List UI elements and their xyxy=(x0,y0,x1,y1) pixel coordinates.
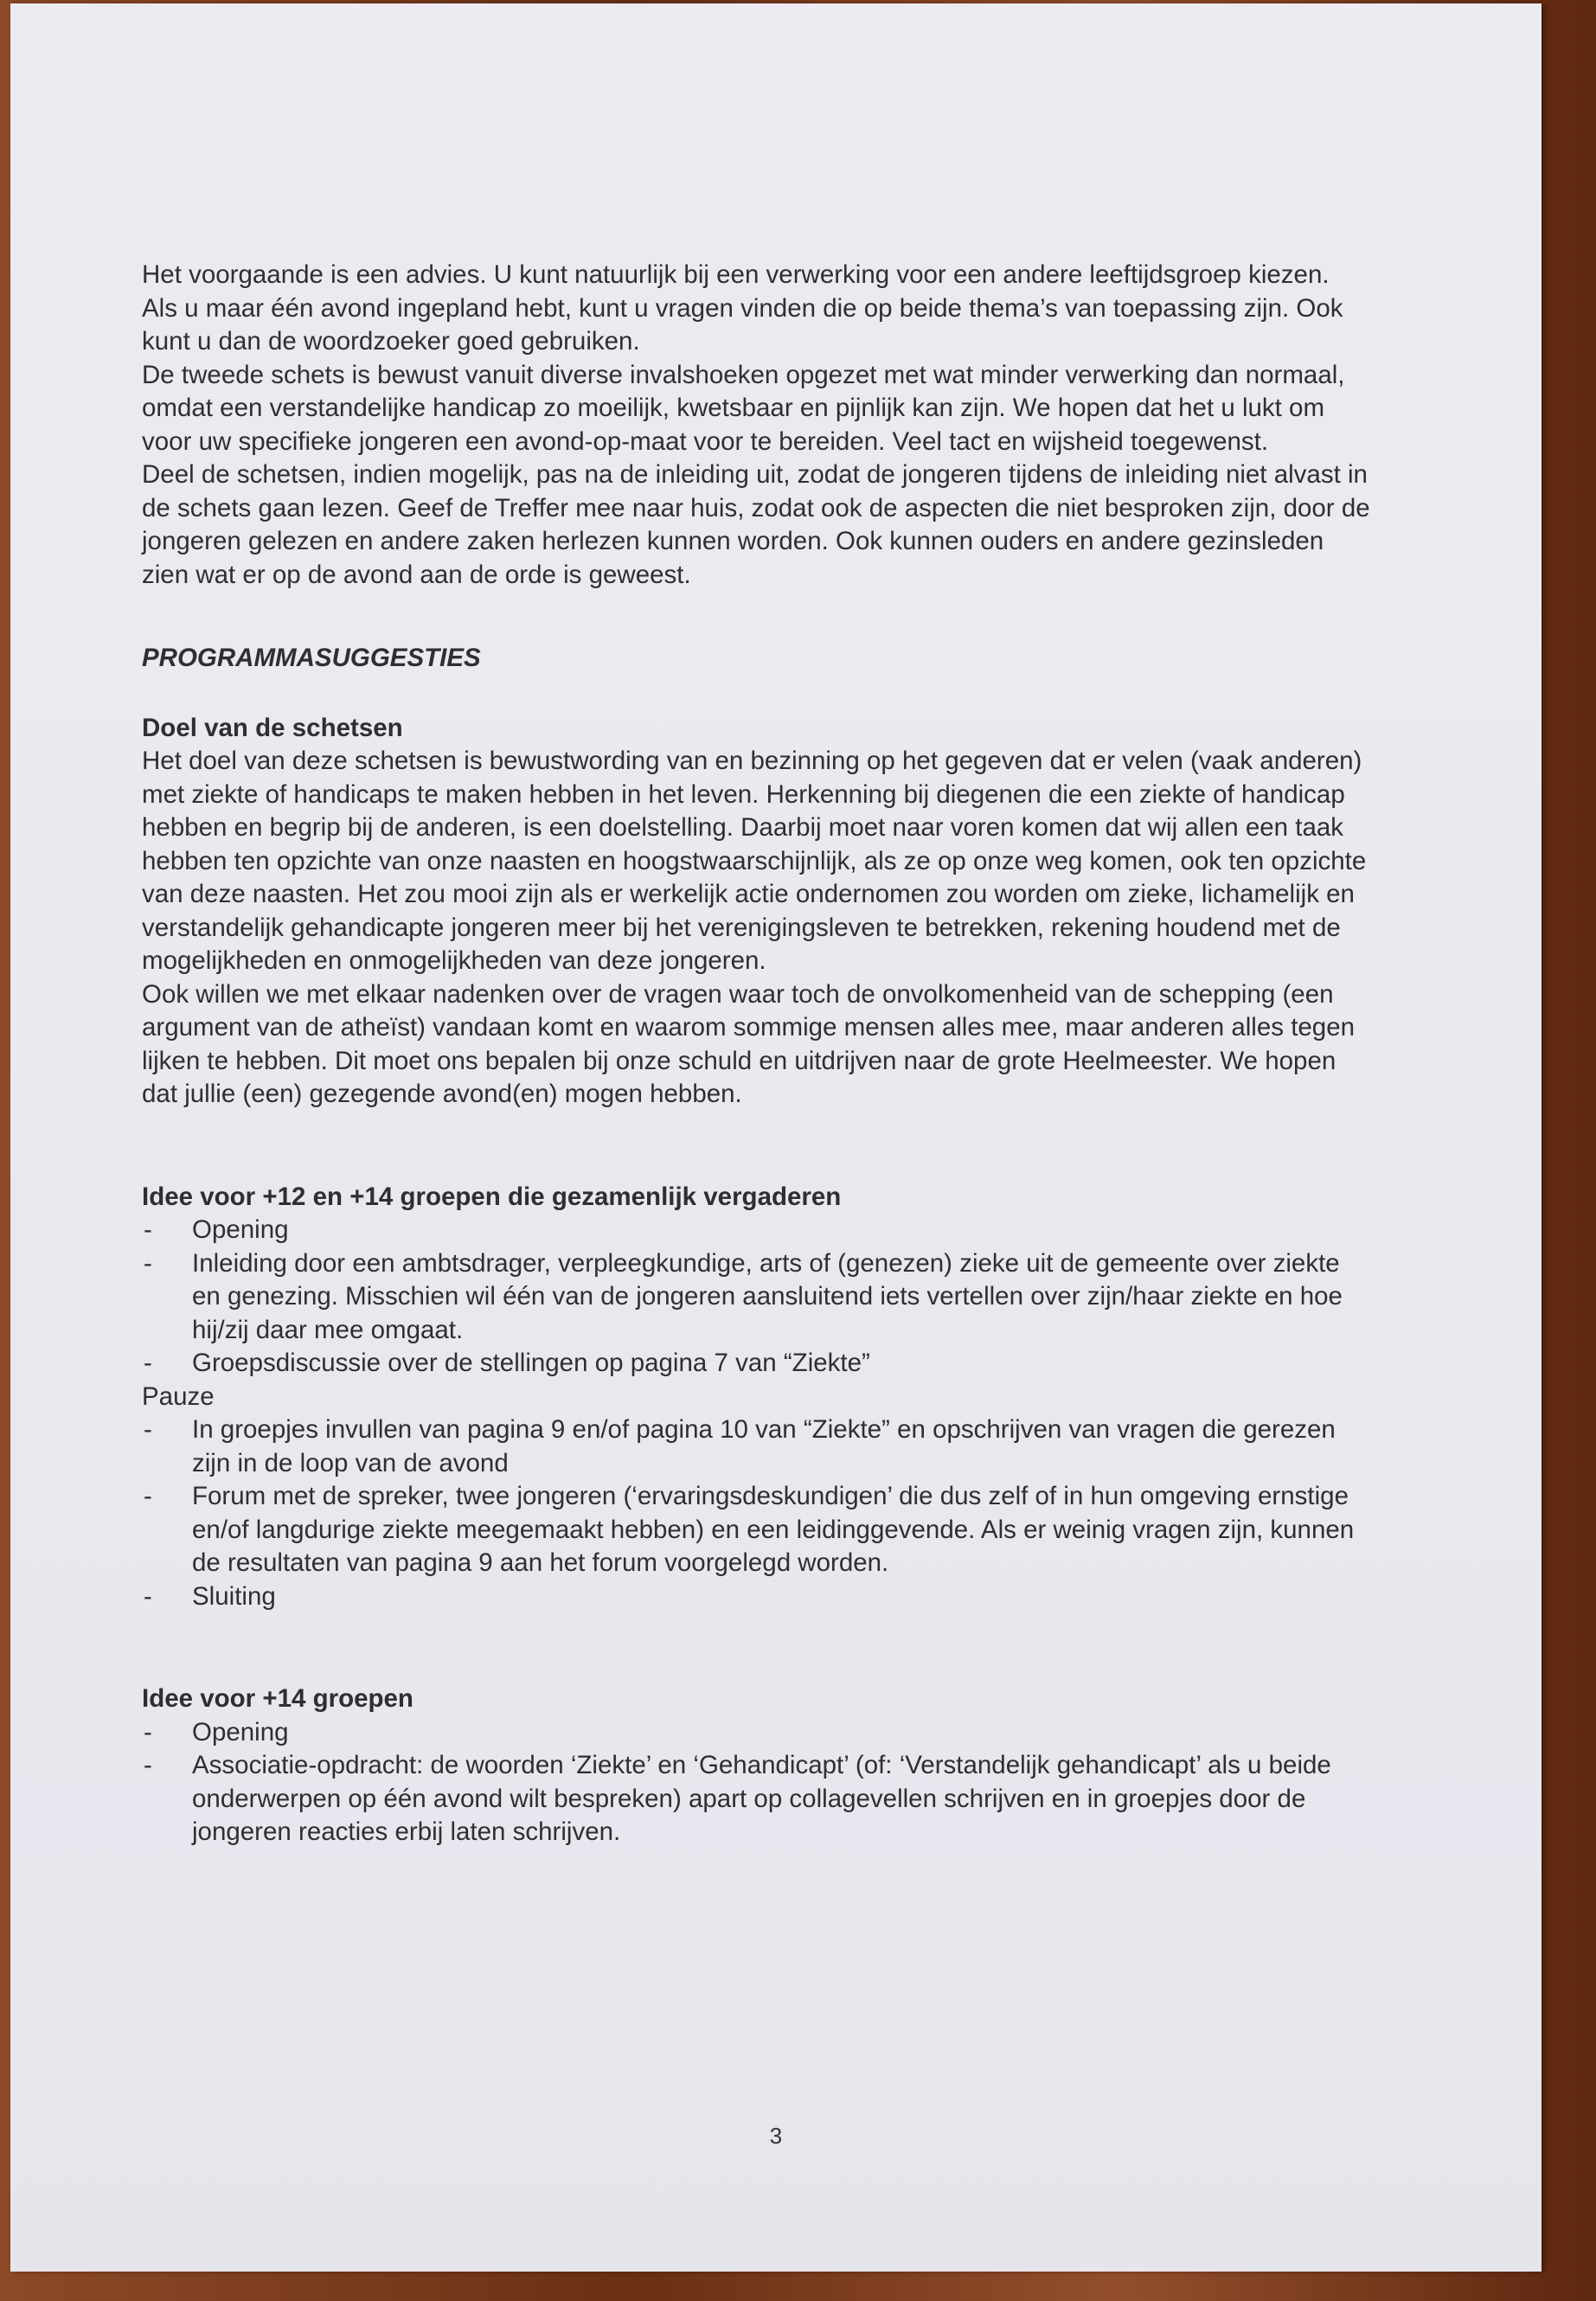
idee-14-section xyxy=(142,1682,1370,1849)
idee-12-14-heading: Idee voor +12 en +14 groepen die gezamenlijk vergaderen xyxy=(142,1182,842,1211)
list-item-text: Opening xyxy=(192,1215,289,1244)
list-item-text: Forum met de spreker, twee jongeren (‘ervaringsdeskundigen’ die dus zelf of in hun omgeving ernstige en/of langdurige ziekte meegemaakt hebben) en een leidinggevende. Als er weinig vragen zijn, kunnen de resultaten van pagina 9 aan het forum voorgelegd worden. xyxy=(192,1482,1355,1577)
list-item xyxy=(142,1580,1370,1614)
page-content xyxy=(142,259,1370,1849)
doel-heading: Doel van de schetsen xyxy=(142,713,403,742)
pauze-label: Pauze xyxy=(142,1381,215,1411)
list-item-text: Sluiting xyxy=(192,1581,276,1611)
intro-paragraph-1: Het voorgaande is een advies. U kunt natuurlijk bij een verwerking voor een andere leeftijdsgroep kiezen. Als u maar één avond ingepland hebt, kunt u vragen vinden die op beide thema’s van toepassing zijn. Ook kunt u dan de woordzoeker goed gebruiken. xyxy=(142,260,1343,356)
dash-marker: - xyxy=(144,1415,152,1444)
list-item-text: In groepjes invullen van pagina 9 en/of pagina 10 van “Ziekte” en opschrijven van vragen die gerezen zijn in de loop van de avond xyxy=(192,1415,1336,1477)
dash-marker: - xyxy=(144,1349,152,1377)
dash-marker: - xyxy=(144,1482,152,1510)
idee-12-14-list-after xyxy=(142,1413,1370,1613)
list-item-text: Opening xyxy=(192,1717,289,1747)
list-item xyxy=(142,1347,1370,1381)
dash-marker: - xyxy=(144,1751,152,1779)
list-item-text: Groepsdiscussie over de stellingen op pagina 7 van “Ziekte” xyxy=(192,1349,870,1377)
section-title: PROGRAMMASUGGESTIES xyxy=(142,644,481,672)
intro-paragraph-2: De tweede schets is bewust vanuit diverse invalshoeken opgezet met wat minder verwerking dan normaal, omdat een verstandelijke handicap zo moeilijk, kwetsbaar en pijnlijk kan zijn. We hopen dat het u lukt om voor uw specifieke jongeren een avond-op-maat voor te bereiden. Veel tact en wijsheid toegewenst. xyxy=(142,360,1345,456)
list-item xyxy=(142,1413,1370,1480)
doel-section xyxy=(142,712,1370,1112)
list-item xyxy=(142,1716,1370,1750)
dash-marker: - xyxy=(144,1248,152,1278)
doel-paragraph-2: Ook willen we met elkaar nadenken over de vragen waar toch de onvolkomenheid van de schepping (een argument van de atheïst) vandaan komt en waarom sommige mensen alles mee, maar anderen alles tegen lijken te hebben. Dit moet ons bepalen bij onze schuld en uitdrijven naar de grote Heelmeester. We hopen dat jullie (een) gezegende avond(en) mogen hebben. xyxy=(142,979,1356,1108)
list-item xyxy=(142,1247,1370,1348)
dash-marker: - xyxy=(144,1581,152,1611)
intro-paragraph-3: Deel de schetsen, indien mogelijk, pas na de inleiding uit, zodat de jongeren tijdens de inleiding niet alvast in de schets gaan lezen. Geef de Treffer mee naar huis, zodat ook de aspecten die niet besproken zijn, door de jongeren gelezen en andere zaken herlezen kunnen worden. Ook kunnen ouders en andere gezinsleden zien wat er op de avond aan de orde is geweest. xyxy=(142,460,1370,589)
list-item xyxy=(142,1480,1370,1580)
idee-14-list xyxy=(142,1716,1370,1849)
page-number: 3 xyxy=(769,2123,783,2149)
list-item xyxy=(142,1214,1370,1247)
idee-12-14-list-before xyxy=(142,1214,1370,1381)
list-item xyxy=(142,1749,1370,1849)
list-item-text: Associatie-opdracht: de woorden ‘Ziekte’ en ‘Gehandicapt’ (of: ‘Verstandelijk gehandicapt’ als u beide onderwerpen op één avond wilt bespreken) apart op collagevellen schrijven en in groepjes door de jongeren reacties erbij laten schrijven. xyxy=(192,1751,1331,1846)
list-item-text: Inleiding door een ambtsdrager, verpleegkundige, arts of (genezen) zieke uit de gemeente over ziekte en genezing. Misschien wil één van de jongeren aansluitend iets vertellen over zijn/haar ziekte en hoe hij/zij daar mee omgaat. xyxy=(192,1248,1343,1344)
dash-marker: - xyxy=(144,1215,152,1244)
idee-12-14-section xyxy=(142,1181,1370,1614)
dash-marker: - xyxy=(144,1717,152,1747)
doel-paragraph-1: Het doel van deze schetsen is bewustwording van en bezinning op het gegeven dat er velen (vaak anderen) met ziekte of handicaps te maken hebben in het leven. Herkenning bij diegenen die een ziekte of handicap hebben en begrip bij de anderen, is een doelstelling. Daarbij moet naar voren komen dat wij allen een taak hebben ten opzichte van onze naasten en hoogstwaarschijnlijk, als ze op onze weg komen, ook ten opzichte van deze naasten. Het zou mooi zijn als er werkelijk actie ondernomen zou worden om zieke, lichamelijk en verstandelijk gehandicapte jongeren meer bij het verenigingsleven te betrekken, rekening houdend met de mogelijkheden en onmogelijkheden van deze jongeren. xyxy=(142,747,1367,975)
document-page xyxy=(10,3,1542,2272)
idee-14-heading: Idee voor +14 groepen xyxy=(142,1684,413,1713)
